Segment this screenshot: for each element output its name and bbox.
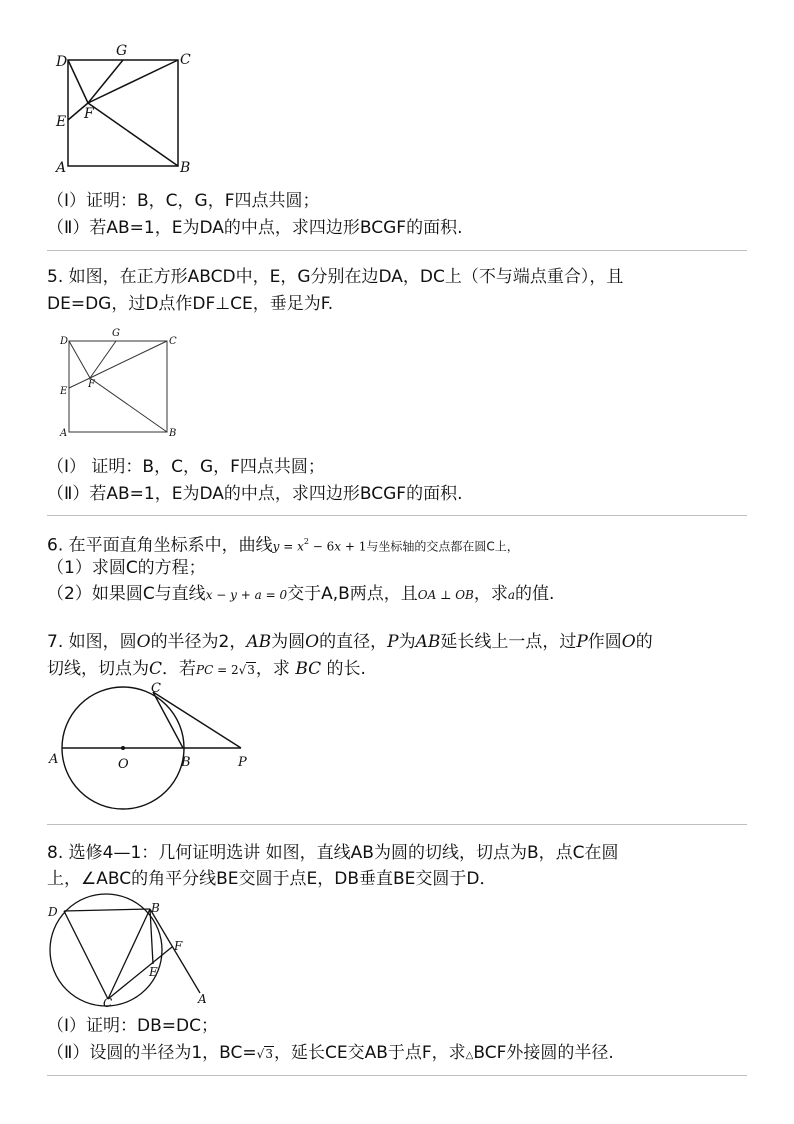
q5-line1: 5. 如图，在正方形ABCD中，E，G分别在边DA，DC上（不与端点重合），且 bbox=[47, 267, 624, 287]
label-C: C bbox=[151, 681, 161, 696]
label-P: P bbox=[238, 755, 247, 770]
label-B: B bbox=[181, 755, 191, 770]
label-E: E bbox=[149, 965, 158, 979]
q8-part2: （Ⅱ）设圆的半径为1，BC=√3，延长CE交AB于点F，求△BCF外接圆的半径. bbox=[47, 1043, 614, 1063]
label-C: C bbox=[180, 52, 191, 68]
q6-part1: （1）求圆C的方程； bbox=[47, 558, 206, 578]
label-F: F bbox=[88, 379, 95, 390]
label-O: O bbox=[118, 757, 129, 772]
divider bbox=[47, 250, 747, 251]
divider bbox=[47, 1075, 747, 1076]
label-D: D bbox=[60, 336, 69, 347]
label-F: F bbox=[84, 106, 94, 122]
square-figure-5 bbox=[0, 320, 794, 440]
label-A: A bbox=[60, 428, 68, 439]
label-G: G bbox=[116, 43, 128, 59]
label-B: B bbox=[151, 901, 160, 915]
q5-part2: （Ⅱ）若AB=1，E为DA的中点，求四边形BCGF的面积. bbox=[47, 484, 463, 504]
label-A: A bbox=[198, 992, 207, 1006]
q8-line2: 上，∠ABC的角平分线BE交圆于点E，DB垂直BE交圆于D． bbox=[47, 869, 497, 889]
label-C: C bbox=[103, 996, 113, 1010]
label-D: D bbox=[48, 905, 58, 919]
label-E: E bbox=[60, 386, 68, 397]
label-D: D bbox=[56, 54, 68, 70]
q6-part2: （2）如果圆C与直线x − y + a = 0交于A,B两点，且OA ⊥ OB，求a的值. bbox=[47, 584, 555, 604]
label-B: B bbox=[169, 428, 177, 439]
label-A: A bbox=[56, 160, 67, 176]
label-F: F bbox=[174, 939, 183, 953]
q8-part1: （Ⅰ）证明：DB=DC； bbox=[47, 1016, 218, 1036]
q5-part1: （Ⅰ） 证明：B，C，G，F四点共圆； bbox=[47, 457, 325, 477]
label-C: C bbox=[169, 336, 177, 347]
inscribed-triangle-figure bbox=[0, 895, 794, 1010]
divider bbox=[47, 515, 747, 516]
circle-tangent-figure bbox=[0, 680, 794, 810]
label-E: E bbox=[56, 114, 67, 130]
q4-part2: （Ⅱ）若AB=1，E为DA的中点，求四边形BCGF的面积. bbox=[47, 218, 463, 238]
q4-part1: （Ⅰ）证明：B，C，G，F四点共圆； bbox=[47, 191, 320, 211]
q6-line1: 6. 在平面直角坐标系中，曲线$y = x^2 - 6x + 1$与坐标轴的交点都在圆C上， bbox=[47, 535, 519, 556]
q8-line1: 8. 选修4—1：几何证明选讲 如图，直线AB为圆的切线，切点为B，点C在圆 bbox=[47, 843, 619, 863]
divider bbox=[47, 824, 747, 825]
label-A: A bbox=[49, 752, 59, 767]
label-G: G bbox=[112, 328, 120, 339]
square-figure-1 bbox=[0, 0, 794, 180]
q7-line2: 切线，切点为C．若PC = 2√3，求 BC 的长. bbox=[47, 659, 366, 679]
label-B: B bbox=[180, 160, 191, 176]
q7-line1: 7. 如图，圆O的半径为2，AB为圆O的直径，P为AB延长线上一点，过P作圆O的 bbox=[47, 632, 653, 652]
q5-line2: DE=DG，过D点作DF⊥CE，垂足为F. bbox=[47, 294, 334, 314]
